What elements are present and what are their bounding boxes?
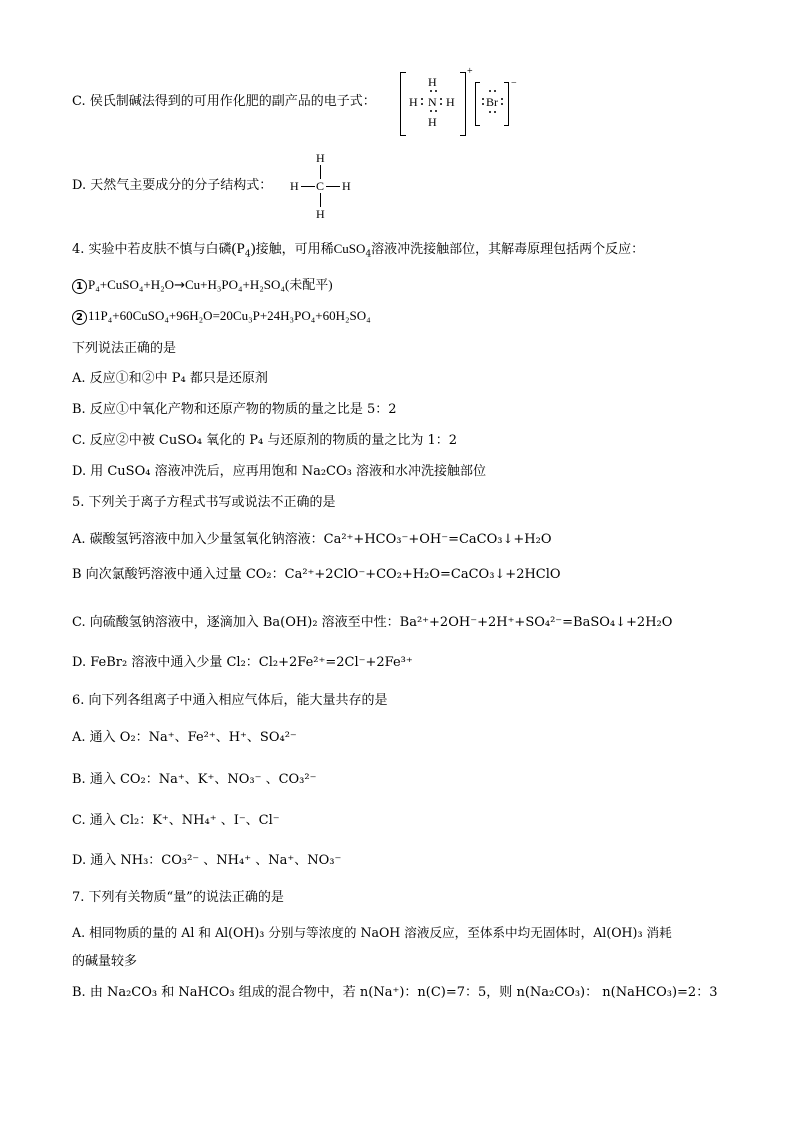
question-4-option-a: A. 反应①和②中 P₄ 都只是还原剂 bbox=[72, 371, 268, 386]
h-right: H bbox=[446, 95, 455, 109]
left-bracket-br bbox=[475, 82, 480, 126]
question-5-option-d: D. FeBr₂ 溶液中通入少量 Cl₂：Cl₂+2Fe²⁺=2Cl⁻+2Fe³⁺ bbox=[72, 655, 413, 670]
question-5-option-a: A. 碳酸氢钙溶液中加入少量氢氧化钠溶液：Ca²⁺+HCO₃⁻+OH⁻=CaCO₃↓+H₂O bbox=[72, 532, 552, 547]
ammonium-bromide-electron-formula bbox=[398, 66, 528, 136]
question-6-stem: 6. 向下列各组离子中通入相应气体后，能大量共存的是 bbox=[72, 693, 388, 708]
reaction-2: 2 11P₄+60CuSO₄+96H₂O=20Cu₃P+24H₃PO₄+60H₂SO₄ bbox=[72, 307, 371, 325]
question-7-option-a-line2: 的碱量较多 bbox=[72, 954, 138, 969]
ammonium-charge: + bbox=[467, 66, 473, 77]
question-6-option-a: A. 通入 O₂：Na⁺、Fe²⁺、H⁺、SO₄²⁻ bbox=[72, 730, 297, 745]
option-d-q3 bbox=[72, 177, 272, 195]
h-left: H bbox=[409, 95, 418, 109]
right-bracket bbox=[460, 72, 466, 136]
right-bracket-br bbox=[504, 82, 509, 126]
circle-number-2: 2 bbox=[72, 310, 87, 325]
h-bottom: H bbox=[316, 207, 325, 221]
h-top: H bbox=[316, 151, 325, 165]
left-bracket bbox=[400, 72, 406, 136]
h-bottom: H bbox=[428, 115, 437, 129]
br-atom: Br bbox=[486, 95, 498, 109]
question-5-option-b: B 向次氯酸钙溶液中通入过量 CO₂：Ca²⁺+2ClO⁻+CO₂+H₂O=CaCO₃↓+2HClO bbox=[72, 567, 561, 582]
question-6-option-b: B. 通入 CO₂：Na⁺、K⁺、NO₃⁻ 、CO₃²⁻ bbox=[72, 772, 317, 787]
question-4-option-b: B. 反应①中氧化产物和还原产物的物质的量之比是 5：2 bbox=[72, 402, 397, 417]
n-atom: N bbox=[428, 95, 437, 109]
question-7-option-a-line1: A. 相同物质的量的 Al 和 Al(OH)₃ 分别与等浓度的 NaOH 溶液反应，至体系中均无固体时，Al(OH)₃ 消耗 bbox=[72, 925, 672, 940]
question-5-option-c: C. 向硫酸氢钠溶液中，逐滴加入 Ba(OH)₂ 溶液至中性：Ba²⁺+2OH⁻+2H⁺+SO₄²⁻=BaSO₄↓+2H₂O bbox=[72, 615, 673, 630]
methane-structural-formula bbox=[288, 150, 358, 222]
reaction-arrow: → bbox=[174, 278, 185, 293]
c-atom: C bbox=[316, 179, 325, 193]
circle-number-1: 1 bbox=[72, 279, 87, 294]
option-c-q3 bbox=[72, 93, 376, 111]
question-6-option-c: C. 通入 Cl₂：K⁺、NH₄⁺ 、I⁻、Cl⁻ bbox=[72, 813, 280, 828]
question-4-prompt: 下列说法正确的是 bbox=[72, 341, 177, 356]
question-4-stem: 4. 实验中若皮肤不慎与白磷$(P_4)$接触，可用稀CuSO$_4$溶液冲洗接触部位，其解毒原理包括两个反应： bbox=[72, 241, 645, 260]
h-right: H bbox=[342, 179, 351, 193]
h-left: H bbox=[290, 179, 299, 193]
question-4-option-d: D. 用 CuSO₄ 溶液冲洗后，应再用饱和 Na₂CO₃ 溶液和水冲洗接触部位 bbox=[72, 464, 487, 479]
question-7-option-b: B. 由 Na₂CO₃ 和 NaHCO₃ 组成的混合物中，若 n(Na⁺)：n(C)=7：5，则 n(Na₂CO₃)： n(NaHCO₃)=2：3 bbox=[72, 985, 718, 1000]
question-5-stem: 5. 下列关于离子方程式书写或说法不正确的是 bbox=[72, 495, 336, 510]
reaction-1: 1 P₄+CuSO₄+H₂O→Cu+H₃PO₄+H₂SO₄(未配平) bbox=[72, 276, 333, 295]
question-4-option-c: C. 反应②中被 CuSO₄ 氧化的 P₄ 与还原剂的物质的量之比为 1：2 bbox=[72, 433, 458, 448]
h-top: H bbox=[428, 75, 437, 89]
question-6-option-d: D. 通入 NH₃：CO₃²⁻ 、NH₄⁺ 、Na⁺、NO₃⁻ bbox=[72, 853, 342, 868]
option-c-q3-label: C. 侯氏制碱法得到的可用作化肥的副产品的电子式： bbox=[72, 94, 376, 109]
bromide-charge: − bbox=[511, 78, 517, 89]
question-7-stem: 7. 下列有关物质“量”的说法正确的是 bbox=[72, 890, 284, 905]
option-d-q3-label: D. 天然气主要成分的分子结构式： bbox=[72, 178, 273, 193]
